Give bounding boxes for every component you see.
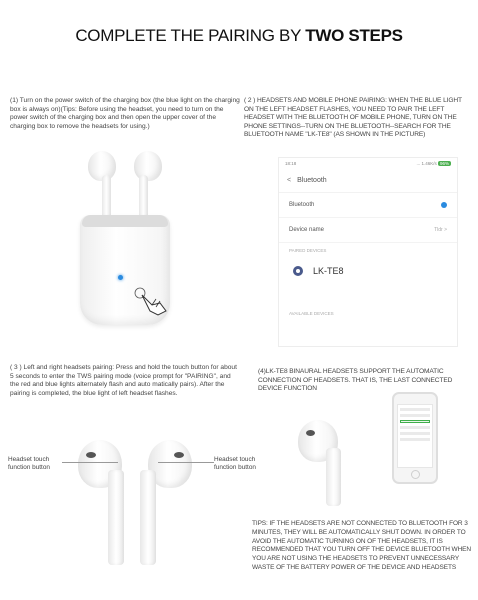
smartphone-illustration bbox=[392, 392, 438, 484]
device-name-label: Device name bbox=[289, 227, 325, 233]
status-right bbox=[416, 161, 451, 166]
page-title bbox=[0, 26, 478, 46]
paired-device-item[interactable] bbox=[279, 258, 457, 284]
right-earbud-large-stem bbox=[140, 470, 156, 565]
step-2-text: ( 2 ) HEADSETS AND MOBILE PHONE PAIRING: WHEN THE BLUE LIGHT ON THE LEFT HEADSET FLASHES, YOU NEED TO PAIR THE LEFT HEADSET WITH THE BLUETOOTH OF MOBILE PHONE, TURN ON THE PHONE SETTINGS--TURN ON THE BLUETOOTH--SEARCH FOR THE BLUETOOTH NAME "LK-TE8" (AS SHOWN IN THE PICTURE) bbox=[244, 97, 462, 139]
charging-case-illustration bbox=[60, 135, 210, 335]
device-name-row[interactable] bbox=[279, 218, 457, 243]
paired-device-name: LK-TE8 bbox=[313, 266, 344, 276]
bluetooth-toggle-row[interactable] bbox=[279, 193, 457, 218]
bluetooth-header bbox=[279, 169, 457, 193]
phone-bluetooth-screen bbox=[278, 157, 458, 347]
home-button-icon bbox=[411, 470, 420, 479]
bluetooth-toggle-label: Bluetooth bbox=[289, 202, 315, 208]
left-speaker-grille bbox=[86, 452, 96, 458]
screen-line bbox=[400, 438, 430, 441]
screen-line bbox=[400, 408, 430, 411]
step-1-text: (1) Turn on the power switch of the charging box (the blue light on the charging box is always on)(Tips: Before using the headset, you need to turn on the power switch of the charging box and then open the upper cover of the charging box to remove the headsets for using.) bbox=[10, 97, 240, 130]
bluetooth-toggle-icon[interactable] bbox=[441, 202, 447, 208]
left-label-leader-line bbox=[62, 462, 118, 463]
single-earbud-stem bbox=[326, 448, 341, 506]
title-part-2: TWO STEPS bbox=[305, 26, 403, 45]
right-touch-button-label: Headset touch function button bbox=[214, 456, 256, 471]
pointing-hand-icon bbox=[130, 285, 170, 317]
back-arrow-icon[interactable]: < bbox=[287, 177, 292, 184]
chevron-right-icon: > bbox=[444, 227, 447, 233]
status-time: 18:18 bbox=[285, 161, 297, 166]
bluetooth-header-title: Bluetooth bbox=[297, 177, 327, 184]
device-name-value-group bbox=[434, 227, 447, 233]
smartphone-screen bbox=[397, 404, 433, 468]
battery-badge: 96% bbox=[439, 161, 449, 166]
left-earbud-large-stem bbox=[108, 470, 124, 565]
screen-line bbox=[400, 432, 430, 435]
tips-text: TIPS: IF THE HEADSETS ARE NOT CONNECTED TO BLUETOOTH FOR 3 MINUTES, THEY WILL BE AUTOMATICALLY SHUT DOWN. IN ORDER TO AVOID THE AUTOMATIC TURNING ON OF THE HEADSETS, IT IS RECOMMENDED THAT YOU TURN OFF THE DEVICE BLUETOOTH WHEN YOU ARE NOT USING THE HEADSETS TO PREVENT UNNECESSARY WASTE OF THE BATTERY POWER OF THE DEVICE AND HEADSETS bbox=[252, 520, 472, 571]
right-label-leader-line bbox=[158, 462, 214, 463]
screen-line-highlighted bbox=[400, 420, 430, 423]
paired-devices-heading: PAIRED DEVICES bbox=[289, 248, 327, 253]
headset-device-icon bbox=[293, 266, 303, 276]
screen-line bbox=[400, 414, 430, 417]
network-speed: ... 1.46K/s bbox=[416, 161, 437, 166]
single-speaker-grille bbox=[306, 430, 315, 436]
screen-line bbox=[400, 426, 430, 429]
right-earbud-head bbox=[134, 151, 162, 181]
status-bar bbox=[279, 158, 457, 169]
right-speaker-grille bbox=[174, 452, 184, 458]
charging-case-opening bbox=[82, 215, 168, 227]
left-touch-button-label: Headset touch function button bbox=[8, 456, 50, 471]
available-devices-heading: AVAILABLE DEVICES bbox=[289, 311, 334, 316]
step-4-text: (4)LK-TE8 BINAURAL HEADSETS SUPPORT THE AUTOMATIC CONNECTION OF HEADSETS. THAT IS, THE LAST CONNECTED DEVICE FUNCTION bbox=[258, 368, 453, 393]
step-3-text: ( 3 ) Left and right headsets pairing: Press and hold the touch button for about 5 seconds to enter the TWS pairing mode (voice prompt for "PAIRING", and the red and blue lights alternately flash and auto matically pairs). After the pairing is completed, the blue light of left headset flashes. bbox=[10, 364, 237, 397]
blue-led-indicator bbox=[118, 275, 123, 280]
title-part-1: COMPLETE THE PAIRING BY bbox=[75, 26, 306, 45]
device-name-value: Tldr bbox=[434, 227, 443, 233]
